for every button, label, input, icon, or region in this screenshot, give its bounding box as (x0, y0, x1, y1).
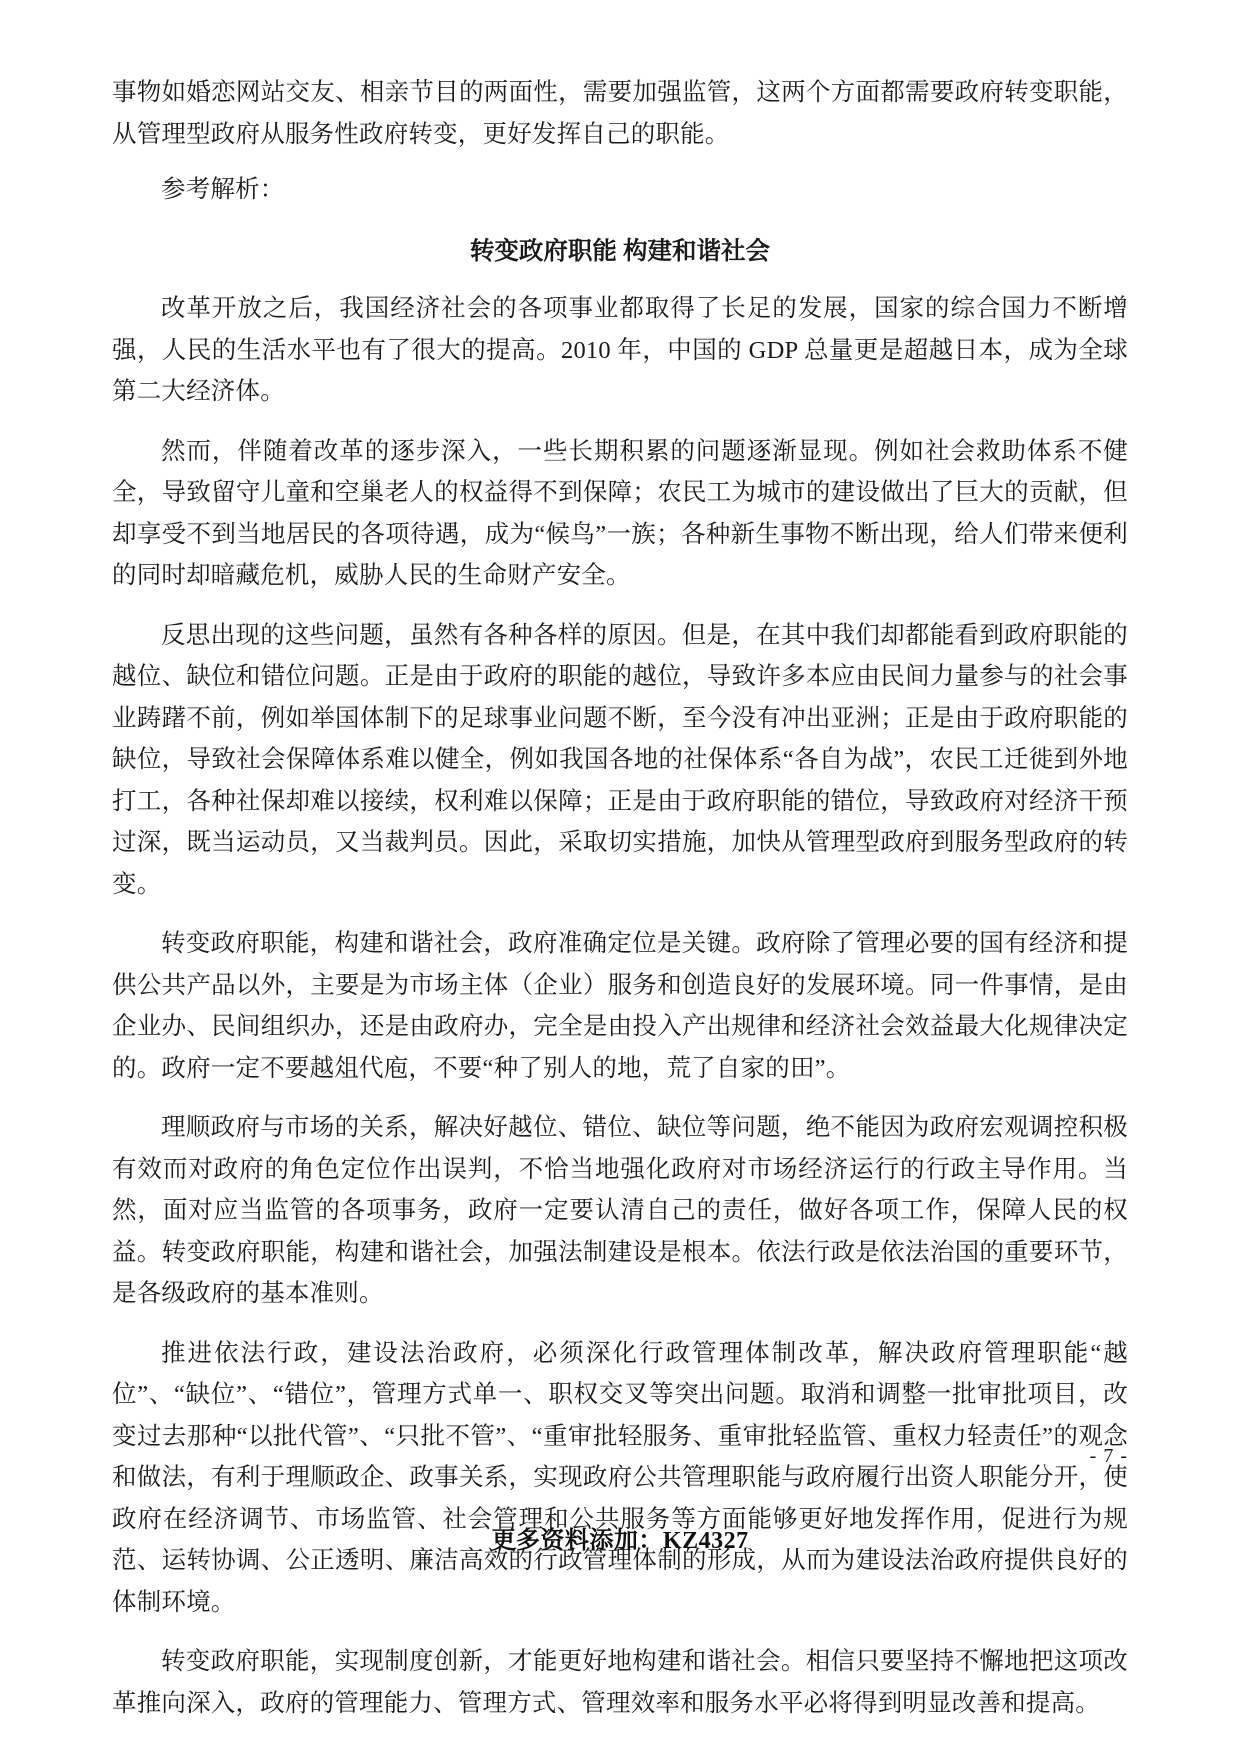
body-paragraph: 然而，伴随着改革的逐步深入，一些长期积累的问题逐渐显现。例如社会救助体系不健全，导致留守儿童和空巢老人的权益得不到保障；农民工为城市的建设做出了巨大的贡献，但却享受不到当地居民的各项待遇，成为“候鸟”一族；各种新生事物不断出现，给人们带来便利的同时却暗藏危机，威胁人民的生命财产安全。 (112, 437, 1128, 589)
analysis-label: 参考解析： (161, 176, 285, 203)
essay-title: 转变政府职能 构建和谐社会 (469, 237, 771, 265)
body-paragraph: 理顺政府与市场的关系，解决好越位、错位、缺位等问题，绝不能因为政府宏观调控积极有效而对政府的角色定位作出误判，不恰当地强化政府对市场经济运行的行政主导作用。当然，面对应当监管的各项事务，政府一定要认清自己的责任，做好各项工作，保障人民的权益。转变政府职能，构建和谐社会，加强法制建设是根本。依法行政是依法治国的重要环节，是各级政府的基本准则。 (112, 1114, 1128, 1307)
page-number: - 7 - (1089, 1445, 1128, 1467)
document-body (112, 72, 1128, 1726)
body-paragraph: 改革开放之后，我国经济社会的各项事业都取得了长足的发展，国家的综合国力不断增强，人民的生活水平也有了很大的提高。2010 年，中国的 GDP 总量更是超越日本，成为全球第二大经济体。 (112, 295, 1128, 405)
body-paragraph: 转变政府职能，构建和谐社会，政府准确定位是关键。政府除了管理必要的国有经济和提供公共产品以外，主要是为市场主体（企业）服务和创造良好的发展环境。同一件事情，是由企业办、民间组织办，还是由政府办，完全是由投入产出规律和经济社会效益最大化规律决定的。政府一定不要越俎代庖，不要“种了别人的地，荒了自家的田”。 (112, 930, 1128, 1082)
body-paragraph: 转变政府职能，实现制度创新，才能更好地构建和谐社会。相信只要坚持不懈地把这项改革推向深入，政府的管理能力、管理方式、管理效率和服务水平必将得到明显改善和提高。 (112, 1648, 1128, 1717)
footer-note: 更多资料添加：KZ4327 (491, 1528, 749, 1554)
body-paragraph: 反思出现的这些问题，虽然有各种各样的原因。但是，在其中我们却都能看到政府职能的越位、缺位和错位问题。正是由于政府的职能的越位，导致许多本应由民间力量参与的社会事业踌躇不前，例如举国体制下的足球事业问题不断，至今没有冲出亚洲；正是由于政府职能的缺位，导致社会保障体系难以健全，例如我国各地的社保体系“各自为战”，农民工迁徙到外地打工，各种社保却难以接续，权利难以保障；正是由于政府职能的错位，导致政府对经济干预过深，既当运动员，又当裁判员。因此，采取切实措施，加快从管理型政府到服务型政府的转变。 (112, 621, 1128, 898)
intro-paragraph: 事物如婚恋网站交友、相亲节目的两面性，需要加强监管，这两个方面都需要政府转变职能，从管理型政府从服务性政府转变，更好发挥自己的职能。 (112, 79, 1128, 148)
body-paragraph: 推进依法行政，建设法治政府，必须深化行政管理体制改革，解决政府管理职能“越位”、“缺位”、“错位”，管理方式单一、职权交叉等突出问题。取消和调整一批审批项目，改变过去那种“以批代管”、“只批不管”、“重审批轻服务、重审批轻监管、重权力轻责任”的观念和做法，有利于理顺政企、政事关系，实现政府公共管理职能与政府履行出资人职能分开，使政府在经济调节、市场监管、社会管理和公共服务等方面能够更好地发挥作用，促进行为规范、运转协调、公正透明、廉洁高效的行政管理体制的形成，从而为建设法治政府提供良好的体制环境。 (112, 1339, 1128, 1616)
